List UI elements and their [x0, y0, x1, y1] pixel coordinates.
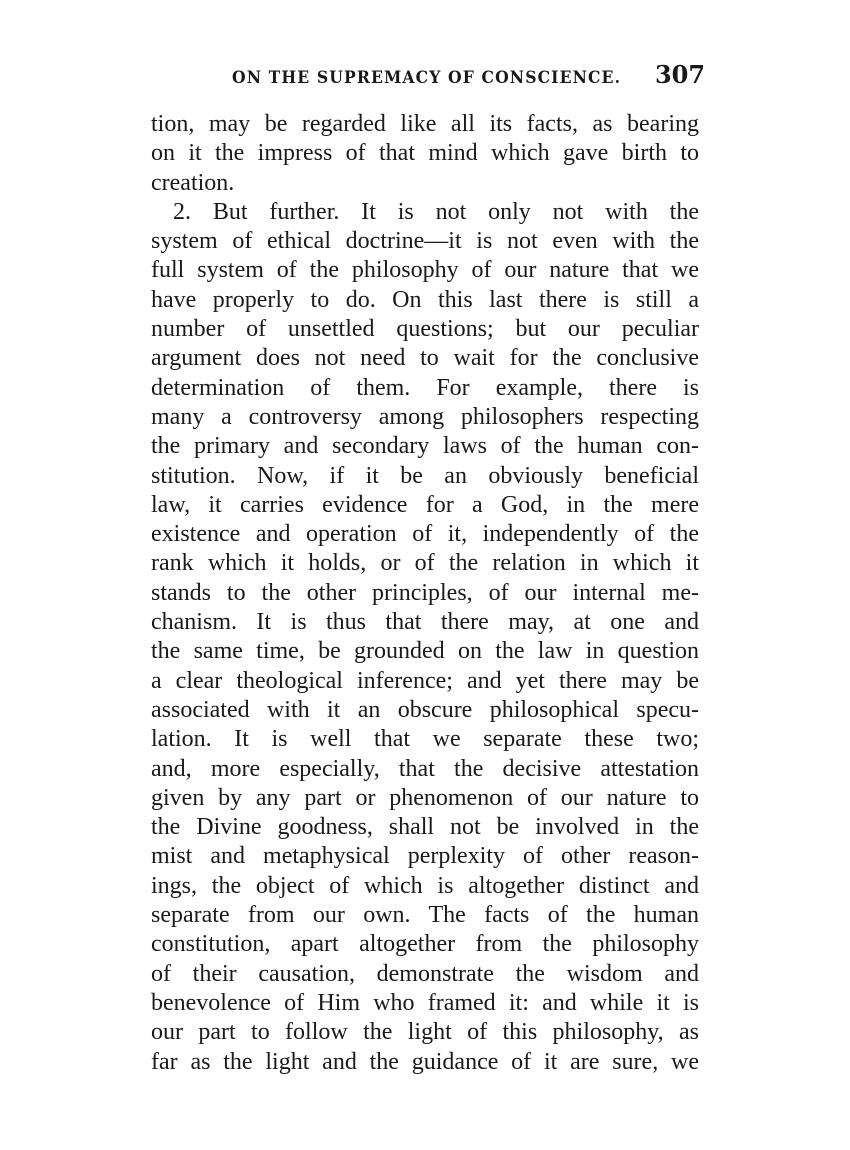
- text-line: the Divine goodness, shall not be involved in the: [151, 814, 699, 841]
- text-line: our part to follow the light of this philosophy, as: [151, 1019, 699, 1046]
- text-line: law, it carries evidence for a God, in the mere: [151, 491, 699, 518]
- text-line: determination of them. For example, there is: [151, 374, 699, 401]
- text-line: full system of the philosophy of our nature that we: [151, 257, 699, 284]
- text-line: a clear theological inference; and yet there may be: [151, 667, 699, 694]
- text-line: number of unsettled questions; but our peculiar: [151, 316, 699, 343]
- text-line: mist and metaphysical perplexity of other reason-: [151, 843, 699, 870]
- text-line: stands to the other principles, of our internal me-: [151, 579, 699, 606]
- page-header: [232, 60, 706, 92]
- text-line: constitution, apart altogether from the philosophy: [151, 931, 699, 958]
- text-line: associated with it an obscure philosophical specu-: [151, 696, 699, 723]
- text-line: tion, may be regarded like all its facts, as bearing: [151, 111, 699, 137]
- text-line: creation.: [151, 169, 235, 196]
- text-line: chanism. It is thus that there may, at one and: [151, 609, 699, 636]
- paragraph-start-line: 2. But further. It is not only not with the: [173, 198, 699, 225]
- text-line: lation. It is well that we separate these two;: [151, 726, 699, 753]
- text-line: rank which it holds, or of the relation in which it: [151, 550, 699, 577]
- body-text: [151, 110, 699, 1077]
- text-line: argument does not need to wait for the conclusive: [151, 345, 699, 372]
- text-line: have properly to do. On this last there is still a: [151, 286, 699, 313]
- text-line: benevolence of Him who framed it: and while it is: [151, 989, 699, 1016]
- text-line: of their causation, demonstrate the wisdom and: [151, 960, 699, 987]
- running-head: ON THE SUPREMACY OF CONSCIENCE.: [232, 68, 622, 88]
- text-line: and, more especially, that the decisive attestation: [151, 755, 699, 782]
- text-line: the same time, be grounded on the law in question: [151, 638, 699, 665]
- text-line: many a controversy among philosophers respecting: [151, 403, 699, 430]
- text-line: ings, the object of which is altogether distinct and: [151, 872, 699, 899]
- text-line: the primary and secondary laws of the human con-: [151, 433, 699, 460]
- text-line: on it the impress of that mind which gave birth to: [151, 140, 699, 167]
- text-line: system of ethical doctrine—it is not even with the: [151, 228, 699, 255]
- page-number: 307: [654, 60, 706, 89]
- text-line: existence and operation of it, independently of the: [151, 521, 699, 548]
- text-line: separate from our own. The facts of the human: [151, 902, 699, 929]
- text-line: stitution. Now, if it be an obviously beneficial: [151, 462, 699, 489]
- text-line: given by any part or phenomenon of our nature to: [151, 784, 699, 811]
- text-line: far as the light and the guidance of it are sure, we: [151, 1048, 699, 1075]
